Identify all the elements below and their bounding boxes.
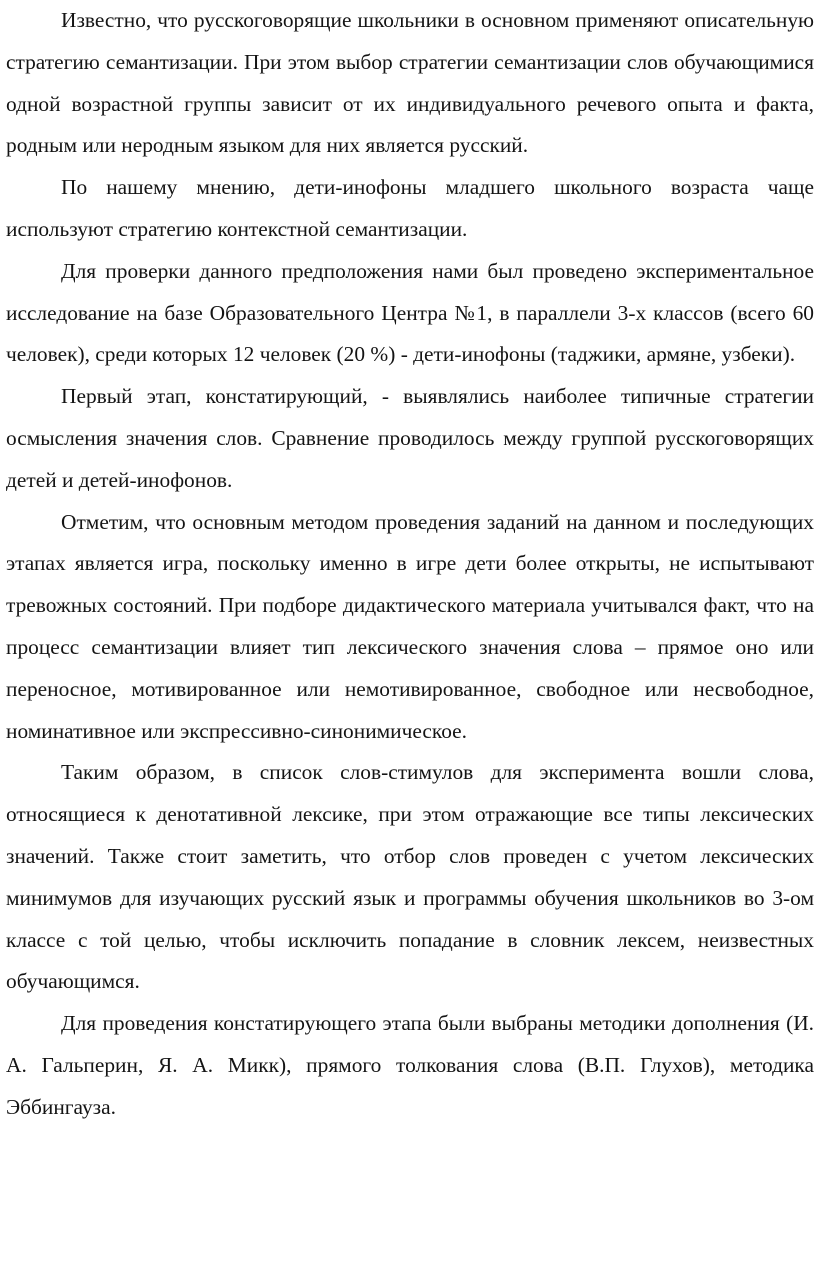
paragraph-5: Отметим, что основным методом проведения заданий на данном и последующих этапах является игра, поскольку именно в игре дети более открыты, не испытывают тревожных состояний. При подборе дидактического материала учитывался факт, что на процесс семантизации влияет тип лексического значения слова – прямое оно или переносное, мотивированное или немотивированное, свободное или несвободное, номинативное или экспрессивно-синонимическое. xyxy=(6,509,814,743)
paragraph-6: Таким образом, в список слов-стимулов для эксперимента вошли слова, относящиеся к денотативной лексике, при этом отражающие все типы лексических значений. Также стоит заметить, что отбор слов проведен с учетом лексических минимумов для изучающих русский язык и программы обучения школьников во 3-ом классе с той целью, чтобы исключить попадание в словник лексем, неизвестных обучающимся. xyxy=(6,760,814,994)
paragraph-2: По нашему мнению, дети-инофоны младшего школьного возраста чаще используют стратегию контекстной семантизации. xyxy=(6,175,814,241)
document-page xyxy=(6,0,814,1129)
paragraph-4: Первый этап, констатирующий, - выявлялись наиболее типичные стратегии осмысления значения слов. Сравнение проводилось между группой русскоговорящих детей и детей-инофонов. xyxy=(6,384,814,492)
paragraph-7: Для проведения констатирующего этапа были выбраны методики дополнения (И. А. Гальперин, Я. А. Микк), прямого толкования слова (В.П. Глухов), методика Эббингауза. xyxy=(6,1011,814,1119)
paragraph-1: Известно, что русскоговорящие школьники в основном применяют описательную стратегию семантизации. При этом выбор стратегии семантизации слов обучающимися одной возрастной группы зависит от их индивидуального речевого опыта и факта, родным или неродным языком для них является русский. xyxy=(6,8,814,158)
paragraph-3: Для проверки данного предположения нами был проведено экспериментальное исследование на базе Образовательного Центра №1, в параллели 3-х классов (всего 60 человек), среди которых 12 человек (20 %) - дети-инофоны (таджики, армяне, узбеки). xyxy=(6,258,814,367)
